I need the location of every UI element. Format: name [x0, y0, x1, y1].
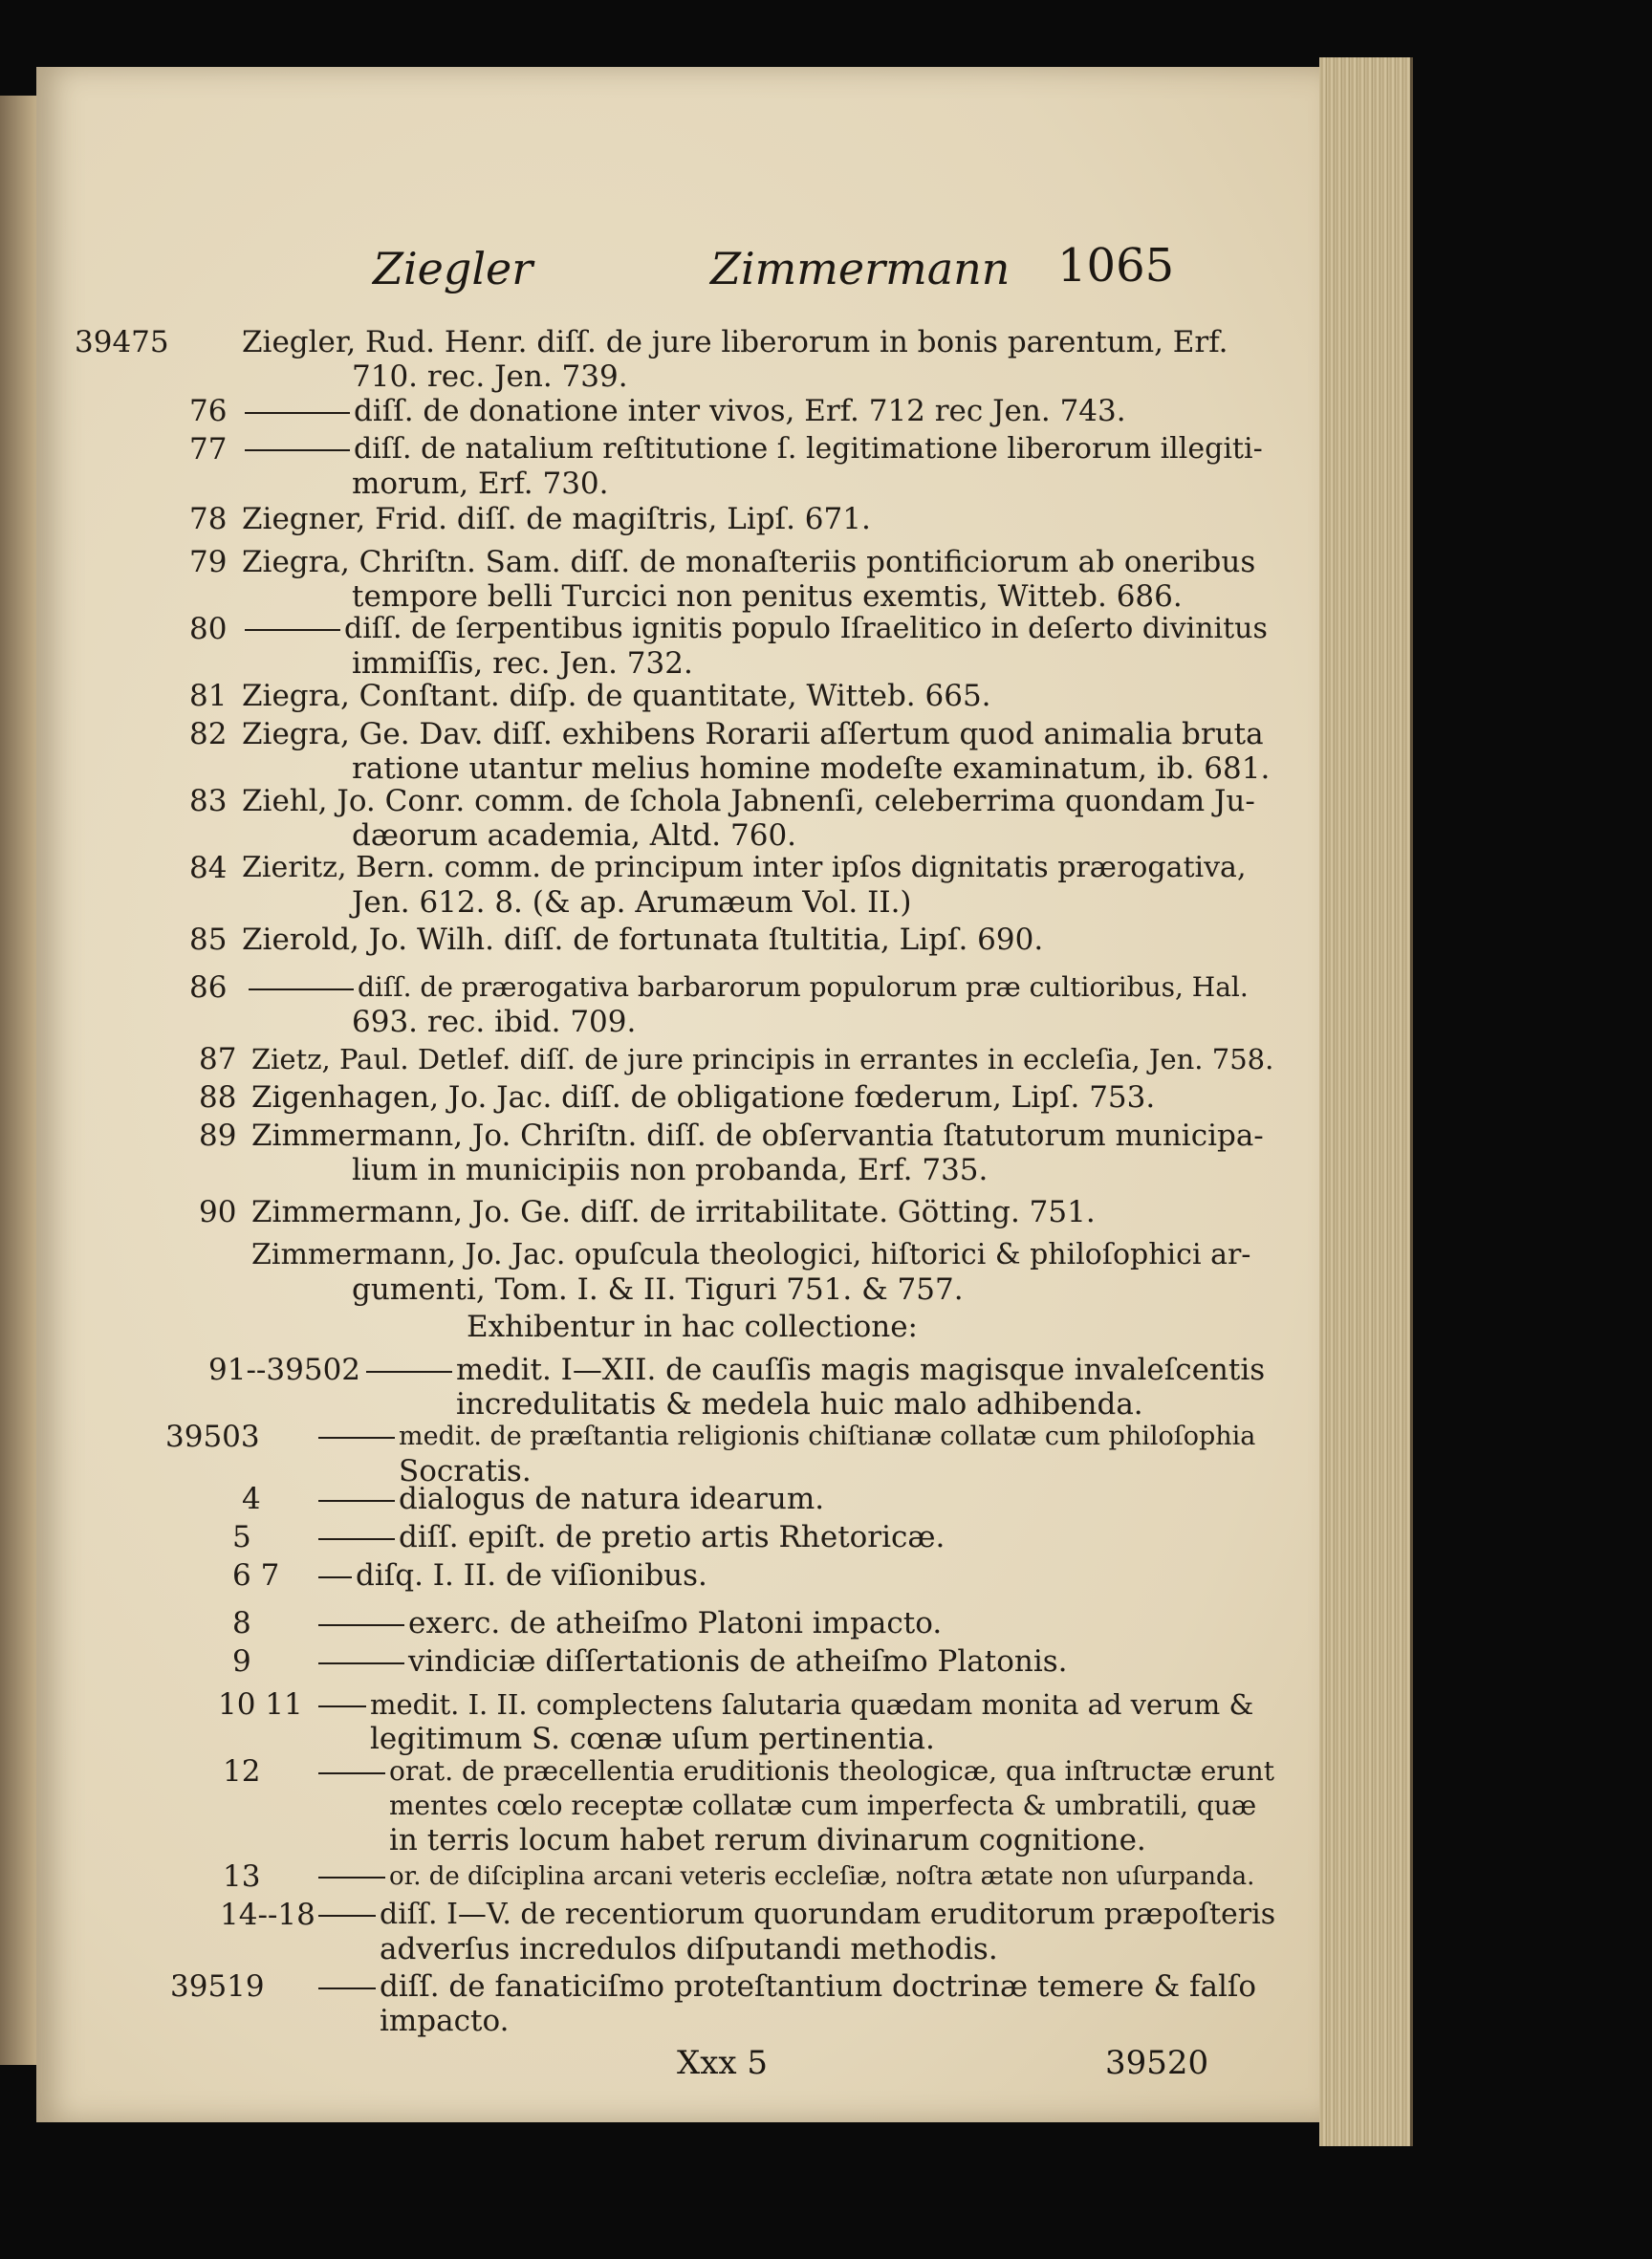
entry-number: 76 — [189, 394, 228, 428]
entry-line: exerc. de atheiſmo Platoni impacto. — [408, 1606, 943, 1640]
catchword: 39520 — [1105, 2044, 1209, 2082]
entry-continuation: lium in municipiis non probanda, Erf. 735. — [352, 1153, 989, 1187]
entry-line: Exhibentur in hac collectione: — [467, 1310, 918, 1344]
entry-number: 81 — [189, 679, 228, 713]
entry-line: Zimmermann, Jo. Chriſtn. diſſ. de obſervantia ſtatutorum municipa- — [251, 1119, 1264, 1153]
entry-continuation: 693. rec. ibid. 709. — [352, 1005, 637, 1039]
entry-text — [251, 1238, 1250, 1272]
entry-line: or. de diſciplina arcani veteris eccleſiæ, noſtra ætate non uſurpanda. — [389, 1862, 1255, 1891]
entry-text — [249, 970, 1249, 1005]
entry-line: dialogus de natura idearum. — [399, 1482, 825, 1516]
ditto-dash — [249, 988, 354, 990]
entry-continuation: morum, Erf. 730. — [352, 467, 609, 501]
entry-number: 10 11 — [218, 1687, 303, 1722]
entry-number: 12 — [223, 1754, 261, 1789]
ditto-dash — [318, 1437, 395, 1439]
entry-text — [251, 1042, 1273, 1076]
ditto-dash — [318, 1576, 352, 1578]
entry-number: 80 — [189, 612, 228, 646]
entry-continuation: Jen. 612. 8. (& ap. Arumæum Vol. II.) — [352, 885, 912, 920]
entry-number: 39519 — [170, 1969, 265, 2004]
running-head-center: Zimmermann — [710, 243, 1011, 294]
entry-text — [318, 1420, 1255, 1454]
entry-continuation: immiſſis, rec. Jen. 732. — [352, 646, 693, 681]
entry-number: 6 7 — [232, 1558, 280, 1593]
page-number: 1065 — [1057, 239, 1175, 293]
entry-text — [318, 1558, 707, 1593]
ditto-dash — [366, 1371, 452, 1373]
page-stack-edge — [1319, 57, 1413, 2146]
entry-continuation: 710. rec. Jen. 739. — [352, 359, 628, 394]
entry-text — [318, 1969, 1256, 2004]
entry-number: 89 — [199, 1119, 237, 1153]
entry-number: 84 — [189, 851, 228, 885]
entry-text — [366, 1353, 1265, 1387]
entry-text — [318, 1606, 942, 1640]
entry-line: diſſ. de natalium reſtitutione ſ. legitimatione liberorum illegiti- — [354, 432, 1263, 466]
ditto-dash — [318, 1877, 385, 1879]
entry-number: 88 — [199, 1080, 237, 1115]
entry-number: 78 — [189, 502, 228, 536]
entry-line: diſſ. de fanaticiſmo proteſtantium doctrinæ temere & falſo — [380, 1969, 1257, 2004]
entry-number: 90 — [199, 1195, 237, 1229]
entry-continuation: tempore belli Turcici non penitus exemtis, Witteb. 686. — [352, 579, 1183, 614]
entry-number: 85 — [189, 923, 228, 957]
entry-number: 79 — [189, 545, 228, 579]
ditto-dash — [318, 1987, 376, 1989]
entry-number: 9 — [232, 1644, 251, 1679]
entry-text — [242, 784, 1255, 818]
entry-text — [242, 502, 871, 536]
book-page — [36, 67, 1322, 2122]
entry-line: diſſ. de donatione inter vivos, Erf. 712 rec Jen. 743. — [354, 394, 1126, 428]
entry-text — [242, 717, 1264, 751]
entry-line: Ziegra, Ge. Dav. diſſ. exhibens Rorarii aſſertum quod animalia bruta — [242, 717, 1264, 751]
entry-continuation: legitimum S. cœnæ uſum pertinentia. — [370, 1722, 935, 1756]
running-head-left: Ziegler — [373, 243, 533, 294]
entry-number: 5 — [232, 1520, 251, 1554]
ditto-dash — [318, 1772, 385, 1774]
entry-text — [245, 612, 1268, 646]
entry-continuation: mentes cœlo receptæ collatæ cum imperfecta & umbratili, quæ — [389, 1790, 1257, 1821]
ditto-dash — [318, 1500, 395, 1502]
entry-text — [318, 1644, 1068, 1679]
ditto-dash — [318, 1662, 404, 1664]
entry-number: 77 — [189, 432, 228, 467]
ditto-dash — [318, 1915, 376, 1917]
entry-number: 14--18 — [220, 1898, 315, 1932]
entry-number: 91--39502 — [208, 1353, 361, 1387]
ditto-dash — [245, 412, 350, 414]
entry-text — [242, 851, 1246, 885]
entry-continuation: gumenti, Tom. I. & II. Tiguri 751. & 757. — [352, 1272, 964, 1307]
entry-line: Ziehl, Jo. Conr. comm. de ſchola Jabnenſi, celeberrima quondam Ju- — [242, 784, 1255, 818]
entry-continuation: Socratis. — [399, 1454, 532, 1488]
entry-line: orat. de præcellentia eruditionis theologicæ, qua inſtructæ erunt — [389, 1755, 1274, 1787]
entry-line: Ziegner, Frid. diſſ. de magiſtris, Lipſ. 671. — [242, 502, 871, 536]
entry-number: 4 — [242, 1482, 261, 1516]
entry-line: diſſ. de ſerpentibus ignitis populo Iſraelitico in deſerto divinitus — [344, 612, 1268, 645]
entry-number: 83 — [189, 784, 228, 818]
entry-line: vindiciæ diſſertationis de atheiſmo Platonis. — [408, 1644, 1068, 1679]
entry-line: Zierold, Jo. Wilh. diſſ. de fortunata ſtultitia, Lipſ. 690. — [242, 923, 1044, 957]
entry-text — [318, 1898, 1275, 1932]
entry-continuation: ratione utantur melius homine modeſte examinatum, ib. 681. — [352, 751, 1271, 786]
entry-line: Zimmermann, Jo. Jac. opuſcula theologici, hiſtorici & philoſophici ar- — [251, 1238, 1251, 1271]
entry-text — [251, 1080, 1155, 1115]
entry-text — [242, 545, 1255, 579]
entry-continuation: in terris locum habet rerum divinarum cognitione. — [389, 1823, 1146, 1857]
entry-continuation: dæorum academia, Altd. 760. — [352, 818, 797, 853]
entry-number: 8 — [232, 1606, 251, 1640]
entry-line: medit. I—XII. de cauſſis magis magisque invaleſcentis — [456, 1353, 1266, 1387]
entry-line: diſq. I. II. de viſionibus. — [356, 1558, 707, 1593]
signature-mark: Xxx 5 — [677, 2044, 768, 2082]
book-left-edge — [0, 96, 40, 2065]
entry-line: diſſ. epiſt. de pretio artis Rhetoricæ. — [399, 1520, 946, 1554]
entry-text — [318, 1859, 1254, 1894]
entry-number: 87 — [199, 1042, 237, 1076]
entry-text — [318, 1520, 945, 1554]
entry-line: Ziegra, Conſtant. diſp. de quantitate, Witteb. 665. — [242, 679, 991, 713]
entry-text — [467, 1310, 918, 1344]
ditto-dash — [318, 1705, 366, 1707]
entry-text — [242, 325, 1228, 359]
entry-line: Zieritz, Bern. comm. de principum inter ipſos dignitatis prærogativa, — [242, 851, 1247, 884]
entry-number: 13 — [223, 1859, 261, 1894]
entry-line: Zigenhagen, Jo. Jac. diſſ. de obligatione fœderum, Lipſ. 753. — [251, 1080, 1156, 1115]
entry-line: Zietz, Paul. Detlef. diſſ. de jure principis in errantes in eccleſia, Jen. 758. — [251, 1043, 1274, 1075]
entry-text — [242, 923, 1043, 957]
entry-text — [318, 1687, 1253, 1722]
entry-number: 82 — [189, 717, 228, 751]
entry-text — [251, 1119, 1264, 1153]
entry-continuation: impacto. — [380, 2004, 510, 2038]
entry-continuation: incredulitatis & medela huic malo adhibenda. — [456, 1387, 1143, 1422]
entry-text — [318, 1482, 824, 1516]
entry-line: Ziegra, Chriſtn. Sam. diſſ. de monaſteriis pontificiorum ab oneribus — [242, 545, 1256, 579]
entry-text — [245, 432, 1263, 467]
ditto-dash — [318, 1538, 395, 1540]
entry-number: 39475 — [75, 325, 169, 359]
entry-number: 39503 — [165, 1420, 260, 1454]
entry-line: diſſ. de prærogativa barbarorum populorum præ cultioribus, Hal. — [358, 971, 1249, 1003]
entry-continuation: adverſus incredulos diſputandi methodis. — [380, 1932, 998, 1966]
ditto-dash — [318, 1624, 404, 1626]
entry-line: Ziegler, Rud. Henr. diſſ. de jure liberorum in bonis parentum, Erf. — [242, 325, 1228, 359]
entry-text — [318, 1754, 1274, 1789]
entry-line: medit. de præſtantia religionis chiſtianæ collatæ cum philoſophia — [399, 1422, 1256, 1451]
entry-line: medit. I. II. complectens ſalutaria quædam monita ad verum & — [370, 1688, 1254, 1721]
ditto-dash — [245, 629, 340, 631]
entry-text — [251, 1195, 1096, 1229]
entry-text — [242, 679, 991, 713]
entry-number: 86 — [189, 970, 228, 1005]
entry-line: Zimmermann, Jo. Ge. diſſ. de irritabilitate. Götting. 751. — [251, 1195, 1096, 1229]
entry-text — [245, 394, 1126, 428]
entry-line: diſſ. I—V. de recentiorum quorundam eruditorum præpoſteris — [380, 1898, 1276, 1931]
ditto-dash — [245, 449, 350, 451]
